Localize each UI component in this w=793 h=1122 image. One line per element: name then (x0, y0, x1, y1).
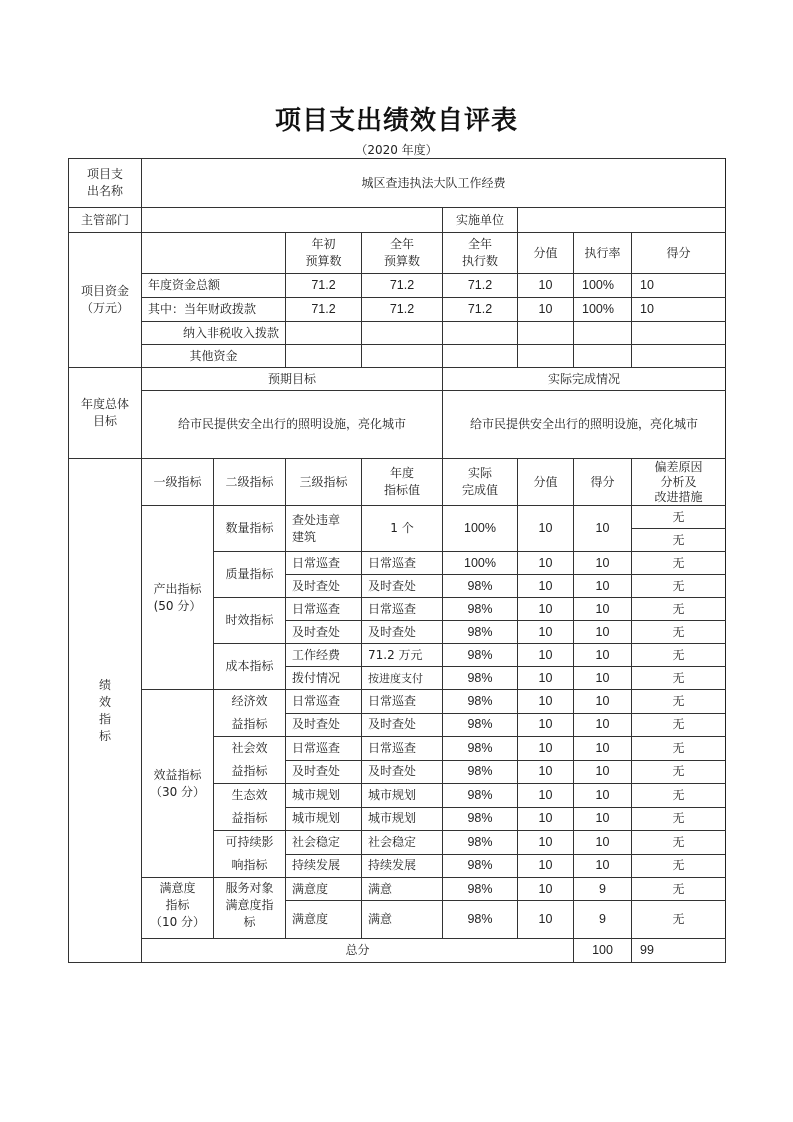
form-year: （2020 年度） (355, 143, 438, 157)
deviation: 无 (632, 690, 726, 714)
score-value: 10 (518, 690, 574, 714)
score: 9 (574, 901, 632, 939)
actual-value: 98% (443, 901, 518, 939)
score-value: 10 (518, 644, 574, 667)
actual-value: 98% (443, 737, 518, 761)
funds-initial (286, 345, 362, 368)
deviation: 无 (632, 667, 726, 690)
actual-value: 98% (443, 667, 518, 690)
score-value: 10 (518, 784, 574, 808)
deviation: 无 (632, 901, 726, 939)
department-row (69, 208, 726, 233)
indicator-row (69, 878, 726, 901)
cost-indicator-label: 成本指标 (214, 644, 286, 690)
funds-executed: 71.2 (443, 298, 518, 322)
funds-row (69, 298, 726, 322)
score-value: 10 (518, 598, 574, 621)
economic-indicator-label: 经济效 益指标 (214, 690, 286, 737)
level3-indicator: 工作经费 (286, 644, 362, 667)
deviation: 无 (632, 831, 726, 855)
funds-score: 10 (632, 298, 726, 322)
deviation: 无 (632, 737, 726, 761)
level3-indicator: 及时查处 (286, 621, 362, 644)
target-value: 71.2 万元 (362, 644, 443, 667)
score-value: 10 (518, 760, 574, 784)
actual-value: 100% (443, 506, 518, 552)
level3-indicator: 及时查处 (286, 760, 362, 784)
project-name-label: 项目支 出名称 (69, 159, 142, 208)
dept-label: 主管部门 (69, 208, 142, 233)
score: 10 (574, 784, 632, 808)
funds-exec-rate (574, 345, 632, 368)
funds-score-value: 10 (518, 274, 574, 298)
quantity-indicator-label: 数量指标 (214, 506, 286, 552)
target-value: 满意 (362, 901, 443, 939)
funds-annual (362, 345, 443, 368)
impl-unit-label: 实施单位 (443, 208, 518, 233)
actual-value: 98% (443, 644, 518, 667)
score: 10 (574, 713, 632, 737)
funds-row-name: 年度资金总额 (142, 274, 286, 298)
actual-value: 98% (443, 760, 518, 784)
actual-goal-text: 给市民提供安全出行的照明设施，亮化城市 (443, 391, 726, 459)
goals-header-row (69, 368, 726, 391)
timeliness-indicator-label: 时效指标 (214, 598, 286, 644)
dept-value (142, 208, 443, 233)
actual-value: 98% (443, 784, 518, 808)
target-value: 城市规划 (362, 784, 443, 808)
funds-score-value (518, 345, 574, 368)
score: 10 (574, 831, 632, 855)
level3-indicator: 查处违章 建筑 (286, 506, 362, 552)
level3-indicator: 日常巡查 (286, 598, 362, 621)
indicator-row (69, 506, 726, 529)
funds-row (69, 345, 726, 368)
funds-score-value: 10 (518, 298, 574, 322)
score-value: 10 (518, 667, 574, 690)
funds-row-name: 其他资金 (142, 345, 286, 368)
actual-value: 98% (443, 575, 518, 598)
total-score: 99 (632, 939, 726, 963)
funds-score (632, 345, 726, 368)
deviation: 无 (632, 598, 726, 621)
deviation: 无 (632, 878, 726, 901)
performance-header-row (69, 459, 726, 506)
funds-initial: 71.2 (286, 274, 362, 298)
ecological-indicator-label: 生态效 益指标 (214, 784, 286, 831)
deviation: 无 (632, 575, 726, 598)
score: 10 (574, 667, 632, 690)
goals-content-row (69, 391, 726, 459)
indicator-row (69, 690, 726, 714)
header-score: 得分 (632, 233, 726, 274)
target-value: 社会稳定 (362, 831, 443, 855)
header-exec-rate: 执行率 (574, 233, 632, 274)
service-satisfaction-label: 服务对象 满意度指 标 (214, 878, 286, 939)
target-value: 日常巡查 (362, 737, 443, 761)
target-value: 日常巡查 (362, 552, 443, 575)
sustainable-indicator-label: 可持续影 响指标 (214, 831, 286, 878)
level3-indicator: 满意度 (286, 878, 362, 901)
score: 10 (574, 644, 632, 667)
total-row (69, 939, 726, 963)
target-value: 1 个 (362, 506, 443, 552)
target-value: 持续发展 (362, 854, 443, 878)
funds-row (69, 322, 726, 345)
header-annual-budget: 全年 预算数 (362, 233, 443, 274)
deviation: 无 (632, 506, 726, 529)
expected-goal-text: 给市民提供安全出行的照明设施，亮化城市 (142, 391, 443, 459)
deviation: 无 (632, 854, 726, 878)
impl-unit-value (518, 208, 726, 233)
deviation: 无 (632, 621, 726, 644)
score-value: 10 (518, 854, 574, 878)
header-level2: 二级指标 (214, 459, 286, 506)
funds-initial (286, 322, 362, 345)
deviation: 无 (632, 644, 726, 667)
funds-annual (362, 322, 443, 345)
output-indicator-label: 产出指标 (50 分） (142, 506, 214, 690)
funds-label: 项目资金 （万元） (69, 233, 142, 368)
score-value: 10 (518, 901, 574, 939)
level3-indicator: 及时查处 (286, 575, 362, 598)
header-level3: 三级指标 (286, 459, 362, 506)
header-target: 年度 指标值 (362, 459, 443, 506)
funds-header-row (69, 233, 726, 274)
funds-annual: 71.2 (362, 274, 443, 298)
level3-indicator: 持续发展 (286, 854, 362, 878)
actual-value: 98% (443, 807, 518, 831)
total-label: 总分 (142, 939, 574, 963)
funds-row (69, 274, 726, 298)
score: 10 (574, 506, 632, 552)
deviation: 无 (632, 760, 726, 784)
total-score-value: 100 (574, 939, 632, 963)
score: 9 (574, 878, 632, 901)
actual-goal-header: 实际完成情况 (443, 368, 726, 391)
quality-indicator-label: 质量指标 (214, 552, 286, 598)
level3-indicator: 日常巡查 (286, 737, 362, 761)
level3-indicator: 社会稳定 (286, 831, 362, 855)
level3-indicator: 满意度 (286, 901, 362, 939)
funds-executed (443, 345, 518, 368)
funds-exec-rate: 100% (574, 274, 632, 298)
actual-value: 98% (443, 854, 518, 878)
score-value: 10 (518, 831, 574, 855)
target-value: 满意 (362, 878, 443, 901)
project-name-value: 城区查违执法大队工作经费 (142, 159, 726, 208)
header-initial-budget: 年初 预算数 (286, 233, 362, 274)
deviation: 无 (632, 529, 726, 552)
level3-indicator: 日常巡查 (286, 690, 362, 714)
deviation: 无 (632, 713, 726, 737)
funds-header-blank (142, 233, 286, 274)
target-value: 及时查处 (362, 760, 443, 784)
level3-indicator: 及时查处 (286, 713, 362, 737)
score: 10 (574, 737, 632, 761)
actual-value: 98% (443, 713, 518, 737)
score: 10 (574, 552, 632, 575)
target-value: 及时查处 (362, 621, 443, 644)
actual-value: 98% (443, 598, 518, 621)
actual-value: 98% (443, 831, 518, 855)
score-value: 10 (518, 552, 574, 575)
score-value: 10 (518, 575, 574, 598)
score-value: 10 (518, 878, 574, 901)
score: 10 (574, 621, 632, 644)
target-value: 及时查处 (362, 575, 443, 598)
funds-executed (443, 322, 518, 345)
score: 10 (574, 807, 632, 831)
actual-value: 98% (443, 621, 518, 644)
level3-indicator: 日常巡查 (286, 552, 362, 575)
score-value: 10 (518, 713, 574, 737)
funds-score: 10 (632, 274, 726, 298)
score-value: 10 (518, 621, 574, 644)
level3-indicator: 城市规划 (286, 784, 362, 808)
deviation: 无 (632, 784, 726, 808)
funds-score-value (518, 322, 574, 345)
performance-label: 绩 效 指 标 (69, 459, 142, 963)
score: 10 (574, 598, 632, 621)
funds-score (632, 322, 726, 345)
funds-row-name: 其中：当年财政拨款 (142, 298, 286, 322)
target-value: 城市规划 (362, 807, 443, 831)
score: 10 (574, 575, 632, 598)
level3-indicator: 城市规划 (286, 807, 362, 831)
benefit-indicator-label: 效益指标 （30 分） (142, 690, 214, 878)
header-actual: 实际 完成值 (443, 459, 518, 506)
actual-value: 98% (443, 878, 518, 901)
score-value: 10 (518, 807, 574, 831)
score: 10 (574, 854, 632, 878)
header-score-value: 分值 (518, 459, 574, 506)
actual-value: 100% (443, 552, 518, 575)
header-score-value: 分值 (518, 233, 574, 274)
header-score: 得分 (574, 459, 632, 506)
target-value: 按进度支付 (362, 667, 443, 690)
level3-indicator: 拨付情况 (286, 667, 362, 690)
expected-goal-header: 预期目标 (142, 368, 443, 391)
score-value: 10 (518, 737, 574, 761)
goals-label: 年度总体 目标 (69, 368, 142, 459)
deviation: 无 (632, 552, 726, 575)
deviation: 无 (632, 807, 726, 831)
funds-initial: 71.2 (286, 298, 362, 322)
score: 10 (574, 760, 632, 784)
header-level1: 一级指标 (142, 459, 214, 506)
target-value: 及时查处 (362, 713, 443, 737)
performance-evaluation-table (68, 158, 726, 963)
funds-exec-rate: 100% (574, 298, 632, 322)
funds-executed: 71.2 (443, 274, 518, 298)
header-deviation: 偏差原因 分析及 改进措施 (632, 459, 726, 506)
header-executed: 全年 执行数 (443, 233, 518, 274)
satisfaction-indicator-label: 满意度 指标 （10 分） (142, 878, 214, 939)
funds-annual: 71.2 (362, 298, 443, 322)
actual-value: 98% (443, 690, 518, 714)
target-value: 日常巡查 (362, 690, 443, 714)
form-title: 项目支出绩效自评表 (274, 106, 518, 136)
score: 10 (574, 690, 632, 714)
funds-exec-rate (574, 322, 632, 345)
project-name-row (69, 159, 726, 208)
target-value: 日常巡查 (362, 598, 443, 621)
score-value: 10 (518, 506, 574, 552)
funds-row-name: 纳入非税收入拨款 (142, 322, 286, 345)
social-indicator-label: 社会效 益指标 (214, 737, 286, 784)
